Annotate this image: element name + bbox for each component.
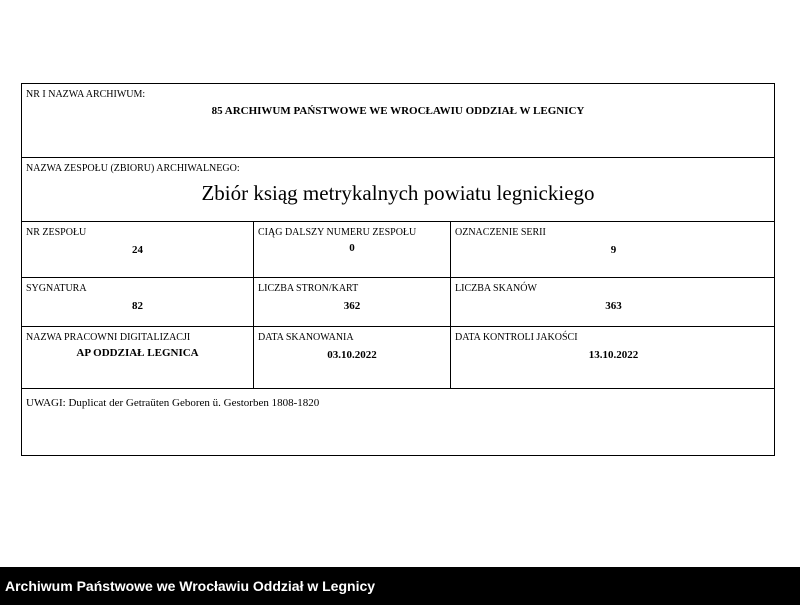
collection-label: NAZWA ZESPOŁU (ZBIORU) ARCHIWALNEGO:: [26, 163, 240, 174]
archive-label: NR I NAZWA ARCHIWUM:: [26, 89, 146, 100]
workshop-value: AP ODDZIAŁ LEGNICA: [76, 347, 199, 359]
archive-row: [22, 84, 774, 158]
qc-date-cell: [451, 327, 776, 388]
archive-value: 85 ARCHIWUM PAŃSTWOWE WE WROCŁAWIU ODDZIAŁ W LEGNICY: [211, 105, 585, 117]
signature-value: 82: [132, 300, 143, 312]
scan-date-value: 03.10.2022: [327, 349, 377, 361]
fonds-no-cell: [22, 222, 254, 277]
digitization-row: [22, 327, 774, 389]
series-label: OZNACZENIE SERII: [455, 227, 546, 238]
scan-date-label: DATA SKANOWANIA: [258, 332, 354, 343]
collection-title: Zbiór ksiąg metrykalnych powiatu legnickiego: [201, 181, 595, 205]
fonds-no-value: 24: [132, 244, 143, 256]
series-cell: [451, 222, 776, 277]
fonds-cont-label: CIĄG DALSZY NUMERU ZESPOŁU: [258, 227, 417, 238]
fonds-cont-cell: [254, 222, 451, 277]
collection-row: [22, 158, 774, 222]
fonds-cont-value: 0: [349, 242, 355, 254]
pages-label: LICZBA STRON/KART: [258, 283, 359, 294]
metadata-card: [21, 83, 775, 456]
signature-cell: [22, 278, 254, 326]
pages-value: 362: [343, 300, 361, 312]
footer-caption: Archiwum Państwowe we Wrocławiu Oddział w Legnicy: [5, 578, 376, 594]
notes-row: [22, 389, 774, 457]
scan-date-cell: [254, 327, 451, 388]
footer-bar: [0, 567, 800, 605]
notes-text: UWAGI: Duplicat der Getraüten Geboren ü. Gestorben 1808-1820: [26, 397, 320, 409]
pages-cell: [254, 278, 451, 326]
signature-row: [22, 278, 774, 327]
qc-date-value: 13.10.2022: [588, 349, 639, 361]
scans-value: 363: [605, 300, 622, 312]
scans-label: LICZBA SKANÓW: [455, 283, 537, 294]
workshop-label: NAZWA PRACOWNI DIGITALIZACJI: [26, 332, 191, 343]
scans-cell: [451, 278, 776, 326]
signature-label: SYGNATURA: [26, 283, 87, 294]
fonds-no-label: NR ZESPOŁU: [26, 227, 87, 238]
qc-date-label: DATA KONTROLI JAKOŚCI: [455, 332, 578, 343]
fonds-row: [22, 222, 774, 278]
series-value: 9: [610, 244, 617, 256]
workshop-cell: [22, 327, 254, 388]
